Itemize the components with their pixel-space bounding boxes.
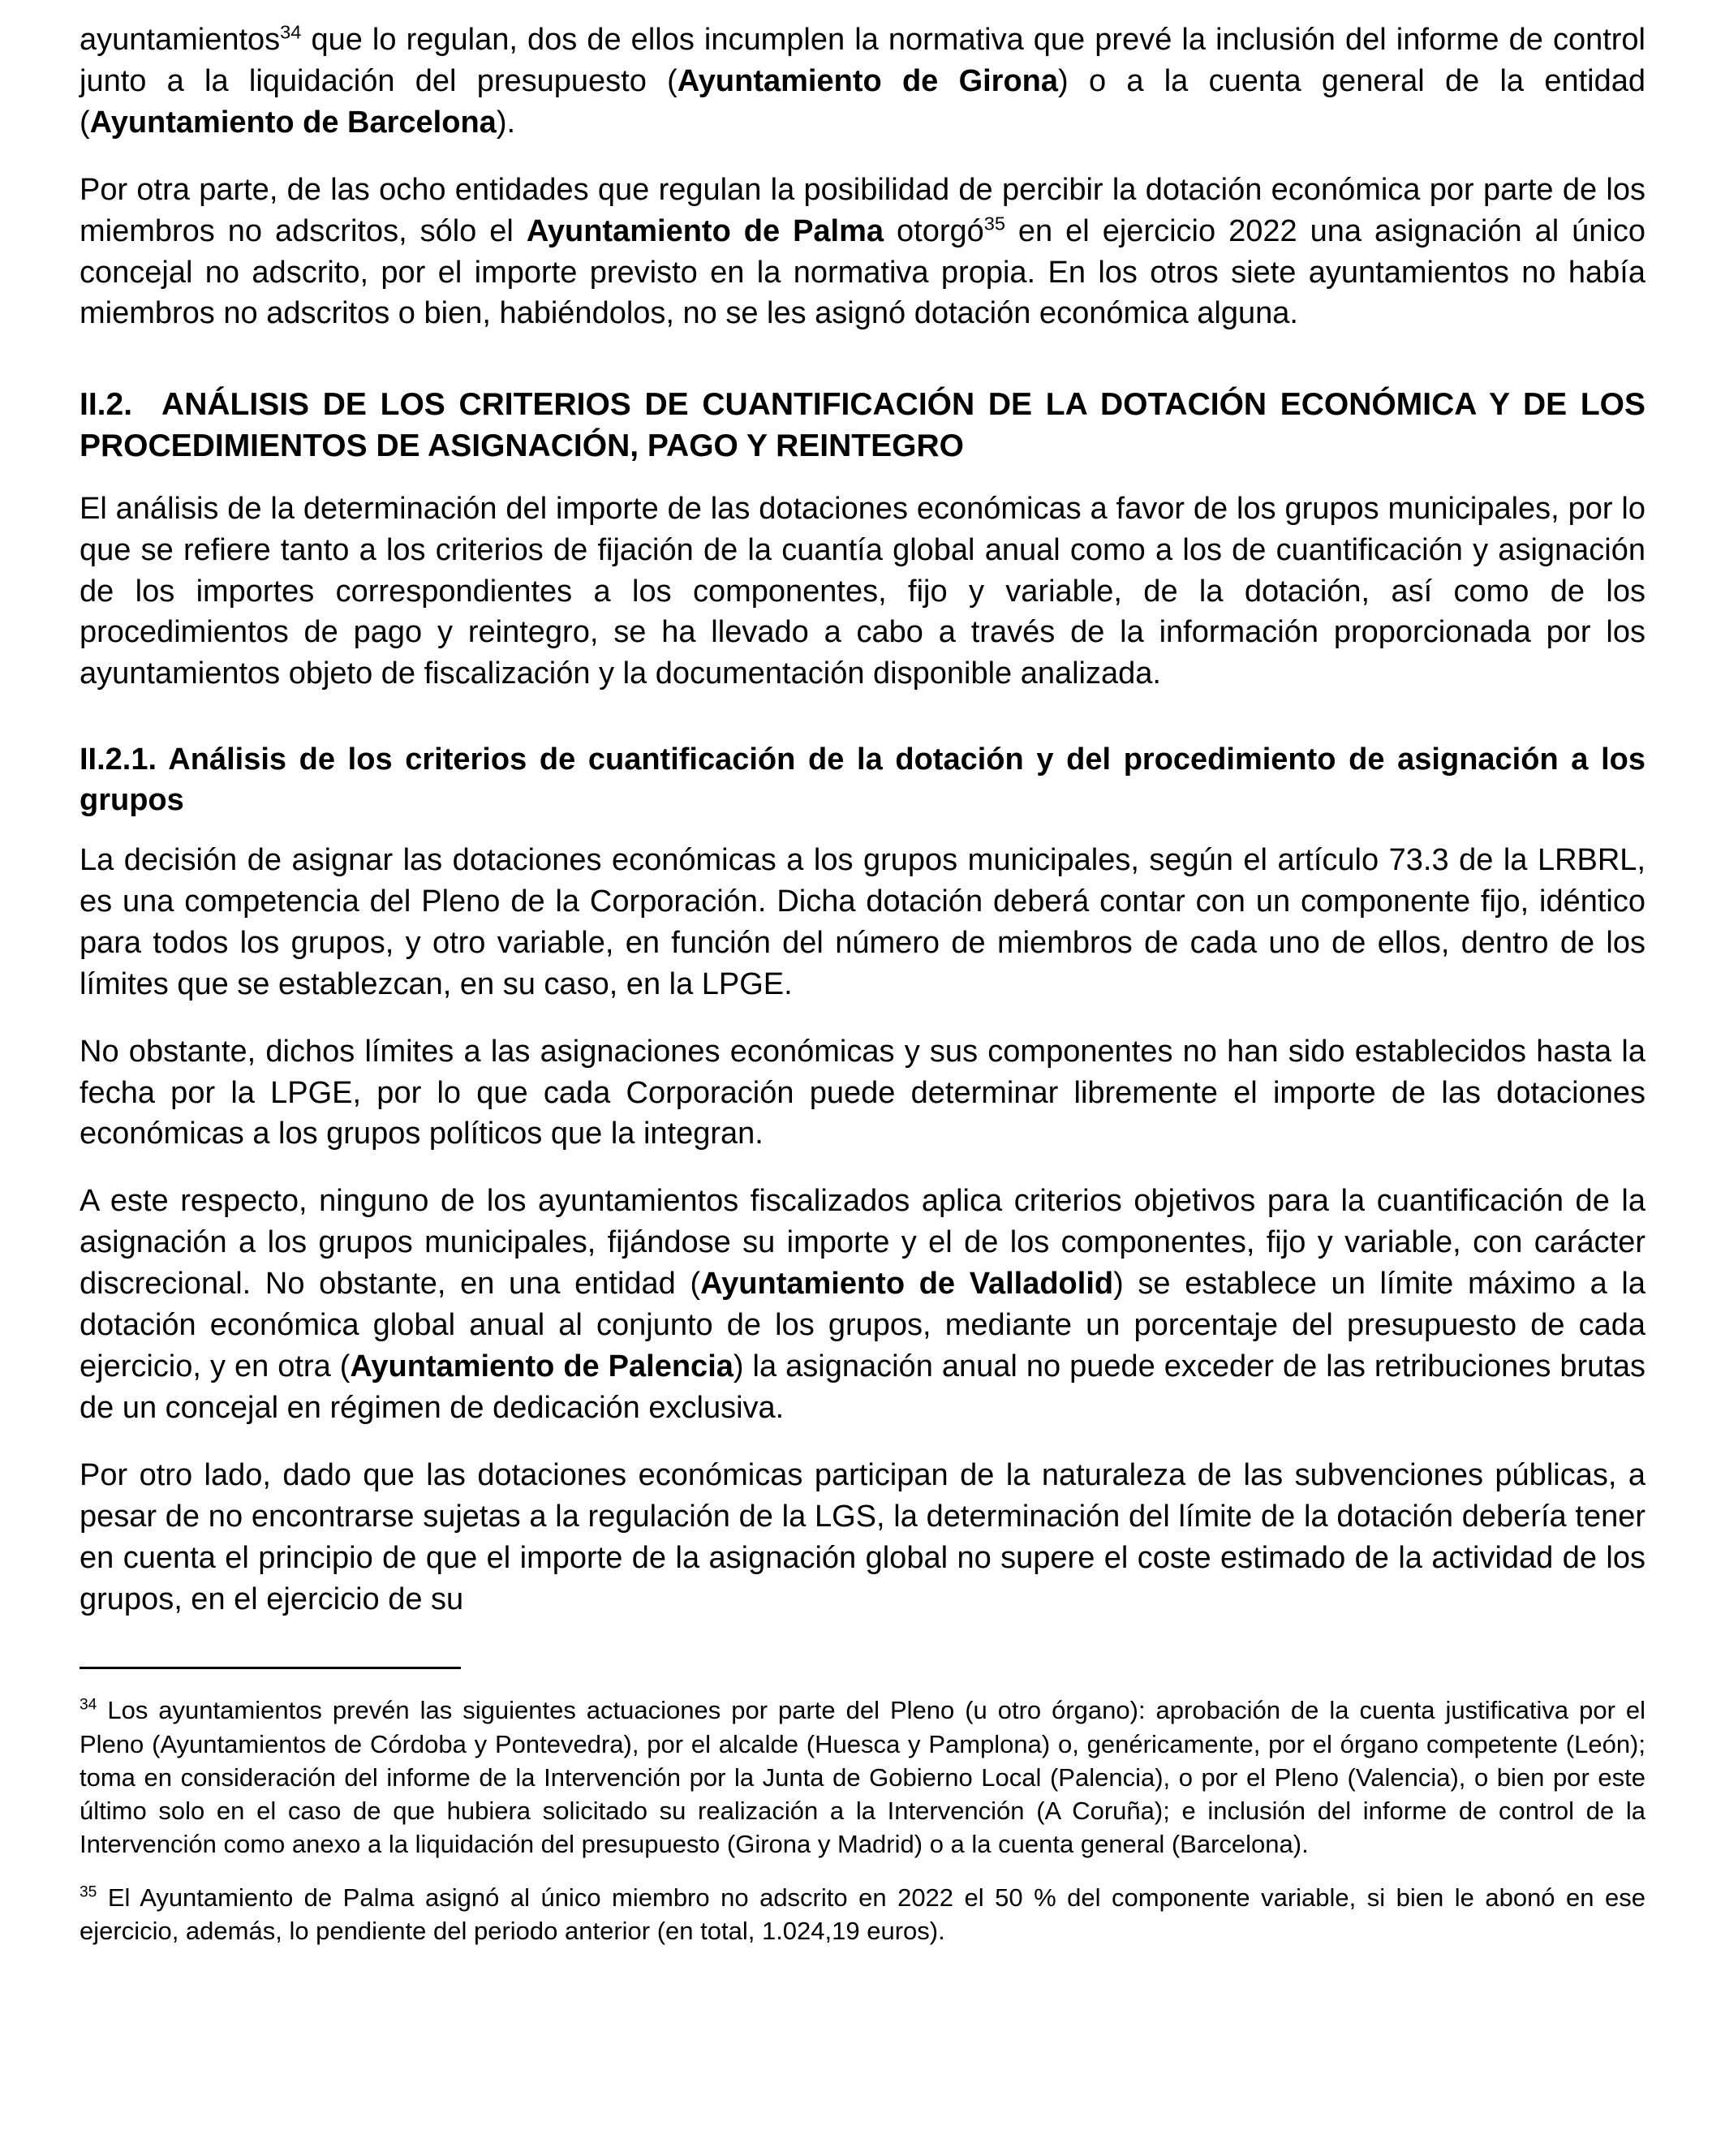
text-run: ) la asignación anual no puede exceder de las retribuciones brutas de un concejal en régimen de dedicación exclusiva. xyxy=(80,1349,1646,1425)
paragraph-a-este-respecto xyxy=(80,1181,1645,1428)
text-run: ). xyxy=(496,105,516,140)
bold-text-run: Ayuntamiento de Palma xyxy=(526,213,884,248)
text-run: A este respecto, ninguno de los ayuntamientos fiscalizados aplica criterios objetivos para la cuantificación de la asignación a los grupos municipales, fijándose su importe y el de los componentes, fijo y variable, con carácter discrecional. No obstante, en una entidad ( xyxy=(80,1184,1645,1302)
text-run: en el ejercicio 2022 una asignación al único concejal no adscrito, por el importe previsto en la normativa propia. En los otros siete ayuntamientos no había miembros no adscritos o bien, habiéndolos, no se les asignó dotación económica alguna. xyxy=(80,213,1645,331)
text-run: otorgó xyxy=(884,213,984,248)
paragraph-la-decision xyxy=(80,840,1645,1005)
bold-text-run: Ayuntamiento de Palencia xyxy=(350,1349,733,1384)
paragraph-por-otra-parte xyxy=(80,170,1645,335)
paragraph-no-obstante-limites xyxy=(80,1031,1645,1155)
paragraph-ayuntamientos-regulan xyxy=(80,19,1645,144)
paragraph-por-otro-lado xyxy=(80,1455,1645,1620)
document-content xyxy=(80,19,1645,1947)
text-run: ayuntamientos xyxy=(80,23,281,57)
text-run: Los ayuntamientos prevén las siguientes actuaciones por parte del Pleno (u otro órgano): aprobación de la cuenta justificativa por el Pleno (Ayuntamientos de Córdoba y Pontevedra), por el alcalde (Huesca y Pamplona) o, genéricamente, por el órgano competente (León); toma en consideración del informe de la Intervención por la Junta de Gobierno Local (Palencia), o por el Pleno (Valencia), o bien por este último solo en el caso de que hubiera solicitado su realización a la Intervención (A Coruña); e inclusión del informe de control de la Intervención como anexo a la liquidación del presupuesto (Girona y Madrid) o a la cuenta general (Barcelona). xyxy=(80,1696,1645,1859)
footnote-number: 35 xyxy=(80,1883,97,1901)
text-run: El análisis de la determinación del importe de las dotaciones económicas a favor de los grupos municipales, por lo que se refiere tanto a los criterios de fijación de la cuantía global anual como a los de cuantificación y asignación de los importes correspondientes a los componentes, fijo y variable, de la dotación, así como de los procedimientos de pago y reintegro, se ha llevado a cabo a través de la información proporcionada por los ayuntamientos objeto de fiscalización y la documentación disponible analizada. xyxy=(80,491,1645,691)
bold-text-run: Ayuntamiento de Barcelona xyxy=(89,105,497,140)
heading-number: II.2. xyxy=(80,387,133,423)
bold-text-run: Ayuntamiento de Valladolid xyxy=(700,1267,1114,1302)
text-run: El Ayuntamiento de Palma asignó al único miembro no adscrito en 2022 el 50 % del componente variable, si bien le abonó en ese ejercicio, además, lo pendiente del periodo anterior (en total, 1.024,19 euros). xyxy=(80,1883,1645,1945)
paragraph-el-analisis xyxy=(80,488,1645,695)
footnote-35 xyxy=(80,1881,1645,1947)
text-run: ANÁLISIS DE LOS CRITERIOS DE CUANTIFICACIÓN DE LA DOTACIÓN ECONÓMICA Y DE LOS PROCEDIMIENTOS DE ASIGNACIÓN, PAGO Y REINTEGRO xyxy=(80,387,1645,464)
footnote-reference: 34 xyxy=(280,21,302,43)
text-run: que lo regulan, dos de ellos incumplen la normativa que prevé la inclusión del informe de control junto a la liquidación del presupuesto ( xyxy=(80,23,1645,98)
text-run: II.2.1. Análisis de los criterios de cuantificación de la dotación y del procedimiento de asignación a los grupos xyxy=(80,742,1645,817)
bold-text-run: Ayuntamiento de Girona xyxy=(677,63,1059,98)
footnote-reference: 35 xyxy=(983,212,1005,234)
text-run: Por otro lado, dado que las dotaciones económicas participan de la naturaleza de las subvenciones públicas, a pesar de no encontrarse sujetas a la regulación de la LGS, la determinación del límite de la dotación debería tener en cuenta el principio de que el importe de la asignación global no supere el coste estimado de la actividad de los grupos, en el ejercicio de su xyxy=(80,1457,1645,1616)
footnote-separator xyxy=(80,1667,461,1669)
heading-II-2-1 xyxy=(80,740,1645,820)
heading-II-2 xyxy=(80,385,1645,467)
footnote-34 xyxy=(80,1693,1645,1861)
text-run: Por otra parte, de las ocho entidades que regulan la posibilidad de percibir la dotación económica por parte de los miembros no adscritos, sólo el xyxy=(80,172,1645,248)
text-run: ) o a la cuenta general de la entidad ( xyxy=(80,63,1645,140)
text-run: La decisión de asignar las dotaciones económicas a los grupos municipales, según el artículo 73.3 de la LRBRL, es una competencia del Pleno de la Corporación. Dicha dotación deberá contar con un componente fijo, idéntico para todos los grupos, y otro variable, en función del número de miembros de cada uno de ellos, dentro de los límites que se establezcan, en su caso, en la LPGE. xyxy=(80,843,1645,1001)
footnote-number: 34 xyxy=(80,1697,97,1715)
text-run: ) se establece un límite máximo a la dotación económica global anual al conjunto de los grupos, mediante un porcentaje del presupuesto de cada ejercicio, y en otra ( xyxy=(80,1267,1645,1384)
text-run: No obstante, dichos límites a las asignaciones económicas y sus componentes no han sido establecidos hasta la fecha por la LPGE, por lo que cada Corporación puede determinar libremente el importe de las dotaciones económicas a los grupos políticos que la integran. xyxy=(80,1034,1645,1151)
